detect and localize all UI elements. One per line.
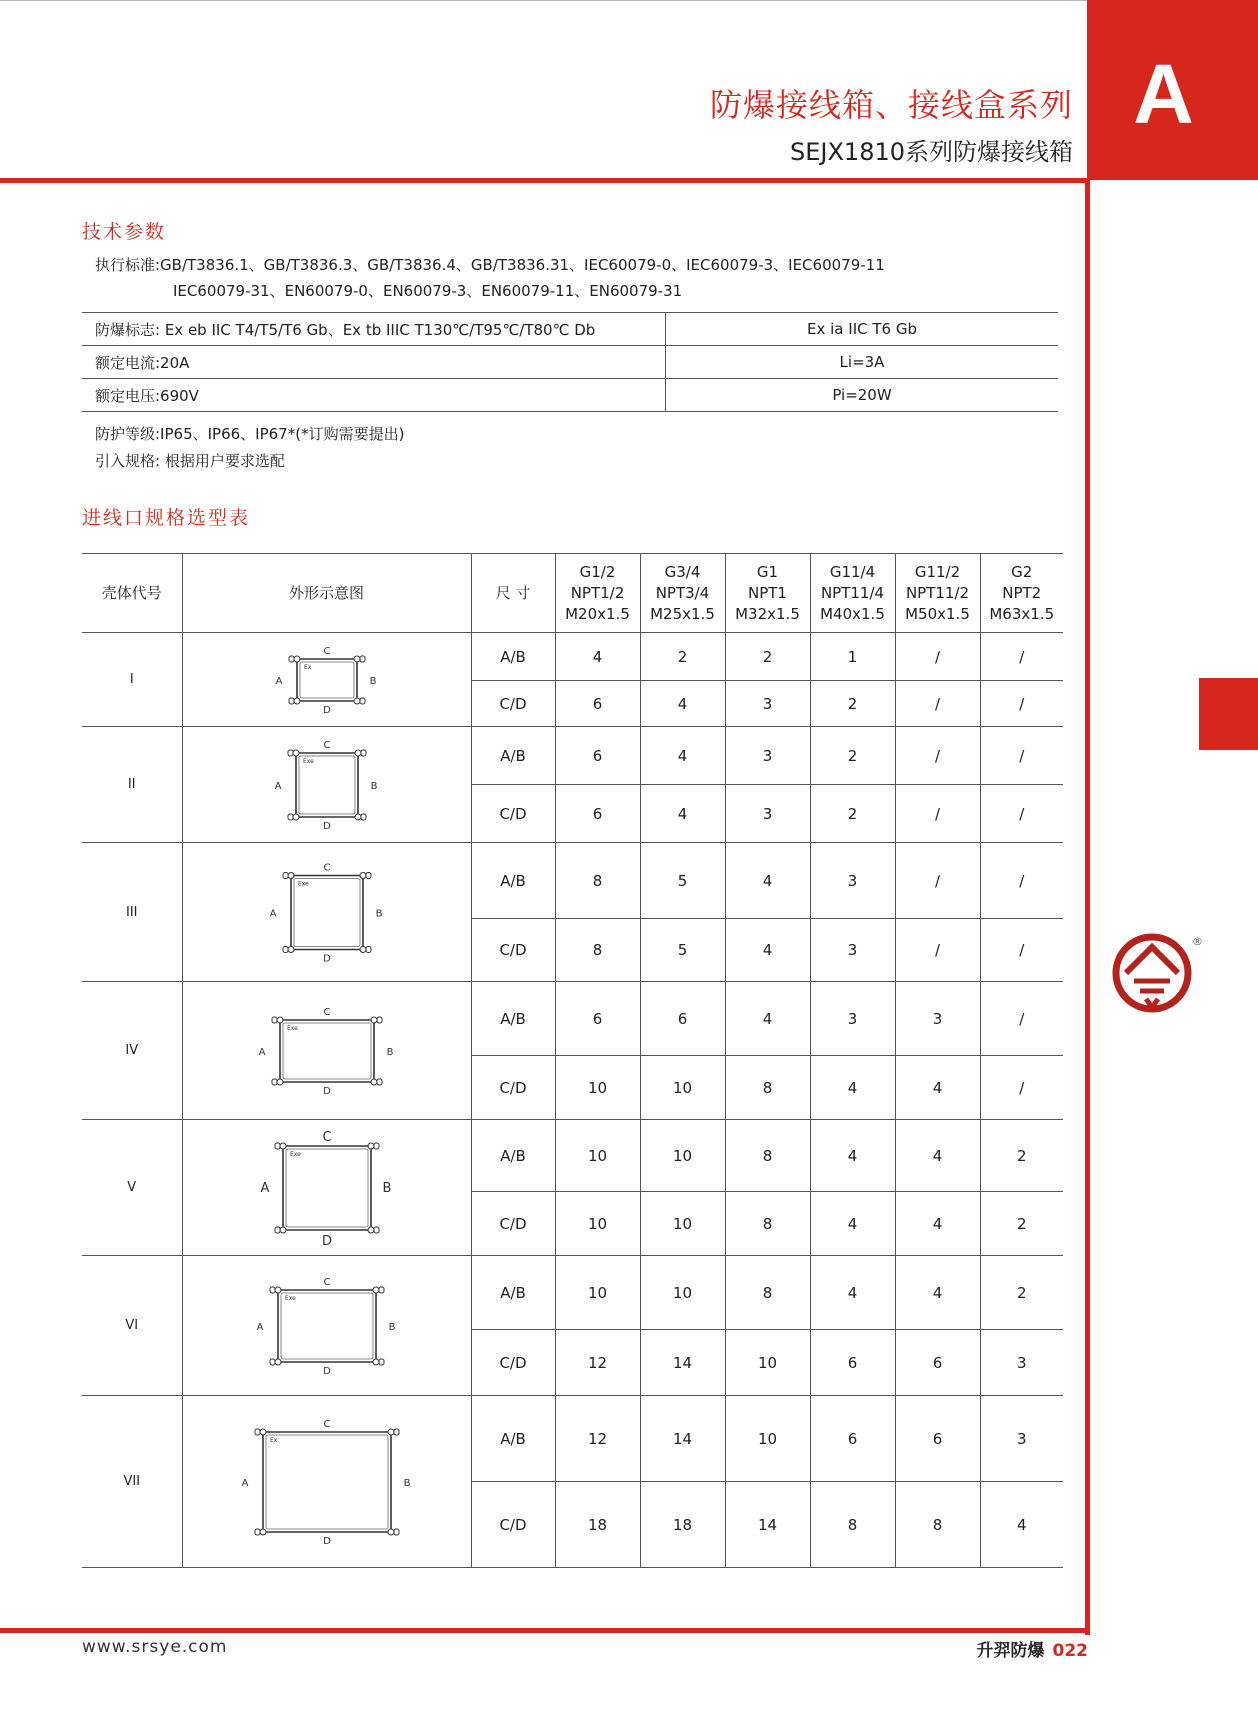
corner-screw bbox=[373, 1287, 379, 1293]
port-count: 10 bbox=[555, 1192, 640, 1256]
port-count: 2 bbox=[980, 1192, 1063, 1256]
header-size: 尺 寸 bbox=[471, 554, 555, 633]
port-count: 6 bbox=[640, 982, 725, 1056]
port-count: 8 bbox=[810, 1482, 895, 1568]
port-count: / bbox=[980, 727, 1063, 785]
size-label: A/B bbox=[471, 982, 555, 1056]
label-c: C bbox=[323, 645, 330, 657]
size-label: A/B bbox=[471, 1120, 555, 1192]
mounting-lug bbox=[366, 946, 371, 952]
port-count: 6 bbox=[810, 1396, 895, 1482]
label-a: A bbox=[258, 1046, 265, 1058]
port-count: 6 bbox=[555, 681, 640, 727]
header-code: 壳体代号 bbox=[82, 554, 182, 633]
spec-row bbox=[82, 379, 1058, 412]
port-count: 8 bbox=[725, 1256, 810, 1330]
port-count: 4 bbox=[895, 1192, 980, 1256]
table-row bbox=[82, 1120, 1063, 1192]
port-count: 18 bbox=[555, 1482, 640, 1568]
port-count: 10 bbox=[640, 1120, 725, 1192]
label-a: A bbox=[256, 1321, 263, 1333]
label-b: B bbox=[370, 780, 377, 792]
header-port-g12: G1/2 NPT1/2 M20x1.5 bbox=[555, 554, 640, 633]
enclosure-lid bbox=[294, 878, 360, 946]
port-count: / bbox=[895, 681, 980, 727]
mounting-lug bbox=[374, 1143, 379, 1149]
port-count: 5 bbox=[640, 843, 725, 919]
port-count: 8 bbox=[555, 919, 640, 982]
label-b: B bbox=[382, 1180, 391, 1196]
corner-screw bbox=[373, 1359, 379, 1365]
outline-diagram bbox=[182, 727, 471, 843]
header-rule bbox=[0, 178, 1090, 183]
port-count: / bbox=[895, 785, 980, 843]
enclosure-lid bbox=[286, 1149, 368, 1227]
enclosure-diagram bbox=[227, 1257, 427, 1395]
table-row bbox=[82, 843, 1063, 919]
size-label: C/D bbox=[471, 681, 555, 727]
corner-screw bbox=[371, 1017, 377, 1023]
enclosure-lid bbox=[281, 1293, 373, 1359]
ex-mark: Ex bbox=[269, 1436, 277, 1444]
port-count: 2 bbox=[810, 727, 895, 785]
mounting-lug bbox=[361, 750, 366, 756]
port-count: / bbox=[980, 633, 1063, 681]
port-count: / bbox=[980, 982, 1063, 1056]
port-count: 6 bbox=[895, 1330, 980, 1396]
mounting-lug bbox=[360, 656, 365, 662]
corner-screw bbox=[275, 1287, 281, 1293]
size-label: A/B bbox=[471, 633, 555, 681]
port-count: 10 bbox=[555, 1056, 640, 1120]
housing-code: I bbox=[82, 633, 182, 727]
mounting-lug bbox=[255, 1429, 260, 1435]
corner-screw bbox=[280, 1227, 286, 1233]
selection-heading: 进线口规格选型表 bbox=[82, 507, 251, 529]
port-count: / bbox=[895, 727, 980, 785]
port-count: / bbox=[980, 919, 1063, 982]
ex-mark: Exe bbox=[297, 880, 309, 887]
header-port-g1: G1 NPT1 M32x1.5 bbox=[725, 554, 810, 633]
port-count: 4 bbox=[555, 633, 640, 681]
company-logo-icon bbox=[1112, 933, 1202, 1023]
port-count: 4 bbox=[640, 681, 725, 727]
port-count: 2 bbox=[810, 681, 895, 727]
header-port-g34: G3/4 NPT3/4 M25x1.5 bbox=[640, 554, 725, 633]
port-count: 4 bbox=[640, 727, 725, 785]
label-b: B bbox=[403, 1477, 410, 1489]
size-label: A/B bbox=[471, 1396, 555, 1482]
port-count: 12 bbox=[555, 1330, 640, 1396]
port-count: 4 bbox=[895, 1256, 980, 1330]
label-d: D bbox=[322, 704, 331, 716]
port-count: 2 bbox=[640, 633, 725, 681]
port-count: 4 bbox=[895, 1056, 980, 1120]
label-d: D bbox=[321, 1233, 332, 1249]
mounting-lug bbox=[288, 814, 293, 820]
corner-screw bbox=[277, 1079, 283, 1085]
outline-diagram bbox=[182, 982, 471, 1120]
table-row bbox=[82, 727, 1063, 785]
label-c: C bbox=[323, 1276, 330, 1288]
port-count: 3 bbox=[725, 727, 810, 785]
spec-row bbox=[82, 346, 1058, 379]
size-label: C/D bbox=[471, 1330, 555, 1396]
housing-code: VI bbox=[82, 1256, 182, 1396]
mounting-lug bbox=[283, 946, 288, 952]
port-count: 10 bbox=[725, 1330, 810, 1396]
label-c: C bbox=[323, 862, 330, 873]
port-count: 10 bbox=[640, 1192, 725, 1256]
table-row bbox=[82, 1396, 1063, 1482]
port-count: 8 bbox=[555, 843, 640, 919]
port-count: 10 bbox=[640, 1056, 725, 1120]
corner-screw bbox=[280, 1143, 286, 1149]
enclosure-diagram bbox=[227, 728, 427, 842]
corner-screw bbox=[360, 946, 366, 952]
size-label: A/B bbox=[471, 843, 555, 919]
mounting-lug bbox=[377, 1079, 382, 1085]
footer-brand bbox=[977, 1636, 1089, 1661]
label-a: A bbox=[275, 675, 282, 687]
corner-screw bbox=[388, 1529, 394, 1535]
page-title: 防爆接线箱、接线盒系列 bbox=[709, 86, 1073, 124]
enclosure-outline bbox=[263, 1432, 391, 1532]
protection-grade: 防护等级:IP65、IP66、IP67*(*订购需要提出) bbox=[95, 425, 405, 443]
port-count: / bbox=[980, 681, 1063, 727]
footer-rule bbox=[0, 1628, 1090, 1633]
size-label: C/D bbox=[471, 1192, 555, 1256]
corner-screw bbox=[368, 1143, 374, 1149]
port-count: 4 bbox=[980, 1482, 1063, 1568]
mounting-lug bbox=[283, 872, 288, 878]
corner-screw bbox=[275, 1359, 281, 1365]
tech-spec-table bbox=[82, 312, 1058, 412]
port-count: 12 bbox=[555, 1396, 640, 1482]
spec-li: Li=3A bbox=[666, 346, 1059, 379]
header-diagram: 外形示意图 bbox=[182, 554, 471, 633]
table-row bbox=[82, 982, 1063, 1056]
selection-table bbox=[82, 553, 1063, 1568]
label-a: A bbox=[241, 1477, 248, 1489]
port-count: 2 bbox=[980, 1120, 1063, 1192]
ex-mark: Exe bbox=[286, 1024, 298, 1032]
outline-diagram bbox=[182, 1256, 471, 1396]
port-count: / bbox=[895, 633, 980, 681]
selection-header-row bbox=[82, 554, 1063, 633]
mounting-lug bbox=[272, 1079, 277, 1085]
side-tab-marker bbox=[1199, 678, 1258, 750]
port-count: 3 bbox=[725, 681, 810, 727]
label-b: B bbox=[386, 1046, 393, 1058]
port-count: / bbox=[980, 843, 1063, 919]
port-count: 6 bbox=[895, 1396, 980, 1482]
size-label: A/B bbox=[471, 1256, 555, 1330]
enclosure-diagram bbox=[227, 634, 427, 726]
corner-screw bbox=[354, 656, 360, 662]
port-count: 4 bbox=[810, 1256, 895, 1330]
port-count: 6 bbox=[555, 785, 640, 843]
size-label: C/D bbox=[471, 919, 555, 982]
footer-brand-name: 升羿防爆 bbox=[976, 1641, 1045, 1661]
port-count: 4 bbox=[725, 843, 810, 919]
mounting-lug bbox=[360, 698, 365, 704]
port-count: 4 bbox=[810, 1192, 895, 1256]
port-count: 3 bbox=[980, 1396, 1063, 1482]
mounting-lug bbox=[255, 1529, 260, 1535]
size-label: C/D bbox=[471, 785, 555, 843]
mounting-lug bbox=[275, 1143, 280, 1149]
port-count: 3 bbox=[810, 843, 895, 919]
enclosure-diagram bbox=[227, 1397, 427, 1567]
port-count: / bbox=[895, 843, 980, 919]
enclosure-lid bbox=[266, 1435, 388, 1529]
mounting-lug bbox=[361, 814, 366, 820]
registered-mark: ® bbox=[1192, 935, 1202, 948]
spec-row bbox=[82, 313, 1058, 346]
port-count: 6 bbox=[810, 1330, 895, 1396]
corner-screw bbox=[354, 698, 360, 704]
enclosure-diagram bbox=[227, 1121, 427, 1255]
mounting-lug bbox=[394, 1429, 399, 1435]
size-label: C/D bbox=[471, 1482, 555, 1568]
ex-mark: Exe bbox=[284, 1294, 296, 1302]
port-count: 3 bbox=[810, 919, 895, 982]
mounting-lug bbox=[377, 1017, 382, 1023]
port-count: 8 bbox=[725, 1120, 810, 1192]
table-row bbox=[82, 633, 1063, 681]
corner-screw bbox=[288, 872, 294, 878]
label-c: C bbox=[323, 1418, 330, 1430]
port-count: 3 bbox=[980, 1330, 1063, 1396]
housing-code: VII bbox=[82, 1396, 182, 1568]
port-count: 4 bbox=[895, 1120, 980, 1192]
port-count: 4 bbox=[810, 1056, 895, 1120]
port-count: / bbox=[895, 919, 980, 982]
label-b: B bbox=[388, 1321, 395, 1333]
spec-current: 额定电流:20A bbox=[82, 346, 666, 379]
port-count: 4 bbox=[725, 982, 810, 1056]
port-count: 10 bbox=[725, 1396, 810, 1482]
label-a: A bbox=[274, 780, 281, 792]
corner-screw bbox=[355, 814, 361, 820]
housing-code: V bbox=[82, 1120, 182, 1256]
port-count: 2 bbox=[810, 785, 895, 843]
standards-line-2: IEC60079-31、EN60079-0、EN60079-3、EN60079-11、EN60079-31 bbox=[173, 282, 683, 300]
label-b: B bbox=[369, 675, 376, 687]
port-count: / bbox=[980, 1056, 1063, 1120]
port-count: 3 bbox=[810, 982, 895, 1056]
enclosure-diagram bbox=[227, 983, 427, 1119]
outline-diagram bbox=[182, 633, 471, 727]
corner-screw bbox=[294, 656, 300, 662]
outline-diagram bbox=[182, 1396, 471, 1568]
footer-url: www.srsye.com bbox=[82, 1637, 228, 1657]
ex-mark: Ex bbox=[303, 663, 311, 671]
corner-screw bbox=[277, 1017, 283, 1023]
port-count: 10 bbox=[555, 1256, 640, 1330]
right-rule bbox=[1085, 180, 1090, 1635]
corner-screw bbox=[293, 814, 299, 820]
port-count: 10 bbox=[555, 1120, 640, 1192]
spec-voltage: 额定电压:690V bbox=[82, 379, 666, 412]
label-d: D bbox=[322, 1535, 331, 1547]
corner-screw bbox=[294, 698, 300, 704]
port-count: 5 bbox=[640, 919, 725, 982]
outline-diagram bbox=[182, 843, 471, 982]
port-count: 8 bbox=[895, 1482, 980, 1568]
spec-marking: 防爆标志: Ex eb IIC T4/T5/T6 Gb、Ex tb IIIC T130℃/T95℃/T80℃ Db bbox=[82, 313, 666, 346]
page-top-border bbox=[0, 0, 1258, 1]
header-port-g114: G11/4 NPT11/4 M40x1.5 bbox=[810, 554, 895, 633]
size-label: C/D bbox=[471, 1056, 555, 1120]
label-a: A bbox=[260, 1180, 269, 1196]
port-count: 8 bbox=[725, 1192, 810, 1256]
mounting-lug bbox=[289, 698, 294, 704]
page-subtitle: SEJX1810系列防爆接线箱 bbox=[790, 138, 1073, 166]
corner-screw bbox=[288, 946, 294, 952]
company-logo bbox=[1112, 933, 1202, 1027]
corner-screw bbox=[360, 872, 366, 878]
page-number: 022 bbox=[1052, 1641, 1088, 1661]
port-count: 14 bbox=[640, 1396, 725, 1482]
mounting-lug bbox=[270, 1359, 275, 1365]
housing-code: IV bbox=[82, 982, 182, 1120]
corner-screw bbox=[388, 1429, 394, 1435]
mounting-lug bbox=[270, 1287, 275, 1293]
mounting-lug bbox=[272, 1017, 277, 1023]
port-count: 14 bbox=[725, 1482, 810, 1568]
corner-screw bbox=[355, 750, 361, 756]
entry-spec: 引入规格: 根据用户要求选配 bbox=[95, 452, 285, 470]
mounting-lug bbox=[379, 1359, 384, 1365]
label-d: D bbox=[322, 1085, 331, 1097]
tech-heading: 技术参数 bbox=[82, 221, 167, 243]
label-c: C bbox=[321, 1129, 332, 1145]
port-count: 2 bbox=[980, 1256, 1063, 1330]
ex-mark: Exe bbox=[289, 1150, 301, 1158]
port-count: 1 bbox=[810, 633, 895, 681]
enclosure-diagram bbox=[227, 844, 427, 981]
mounting-lug bbox=[289, 656, 294, 662]
header-port-g112: G11/2 NPT11/2 M50x1.5 bbox=[895, 554, 980, 633]
label-c: C bbox=[323, 739, 330, 751]
selection-body bbox=[82, 633, 1063, 1568]
label-d: D bbox=[322, 1365, 331, 1377]
port-count: 4 bbox=[640, 785, 725, 843]
port-count: 4 bbox=[810, 1120, 895, 1192]
port-count: 3 bbox=[895, 982, 980, 1056]
mounting-lug bbox=[374, 1227, 379, 1233]
label-d: D bbox=[322, 820, 331, 832]
standards-line-1: 执行标准:GB/T3836.1、GB/T3836.3、GB/T3836.4、GB/T3836.31、IEC60079-0、IEC60079-3、IEC60079-11 bbox=[95, 256, 885, 274]
mounting-lug bbox=[288, 750, 293, 756]
mounting-lug bbox=[366, 872, 371, 878]
label-c: C bbox=[323, 1006, 330, 1018]
mounting-lug bbox=[275, 1227, 280, 1233]
port-count: 4 bbox=[725, 919, 810, 982]
label-b: B bbox=[375, 908, 382, 919]
corner-screw bbox=[371, 1079, 377, 1085]
port-count: 6 bbox=[555, 982, 640, 1056]
port-count: 3 bbox=[725, 785, 810, 843]
ex-mark: Exe bbox=[302, 757, 314, 765]
port-count: 2 bbox=[725, 633, 810, 681]
corner-screw bbox=[260, 1529, 266, 1535]
table-row bbox=[82, 1256, 1063, 1330]
section-letter: A bbox=[1133, 47, 1194, 141]
port-count: 6 bbox=[555, 727, 640, 785]
port-count: 18 bbox=[640, 1482, 725, 1568]
housing-code: II bbox=[82, 727, 182, 843]
size-label: A/B bbox=[471, 727, 555, 785]
port-count: 14 bbox=[640, 1330, 725, 1396]
mounting-lug bbox=[394, 1529, 399, 1535]
label-a: A bbox=[269, 908, 276, 919]
port-count: / bbox=[980, 785, 1063, 843]
corner-screw bbox=[368, 1227, 374, 1233]
outline-diagram bbox=[182, 1120, 471, 1256]
housing-code: III bbox=[82, 843, 182, 982]
corner-screw bbox=[293, 750, 299, 756]
label-d: D bbox=[322, 953, 331, 964]
header-port-g2: G2 NPT2 M63x1.5 bbox=[980, 554, 1063, 633]
port-count: 10 bbox=[640, 1256, 725, 1330]
port-count: 8 bbox=[725, 1056, 810, 1120]
spec-pi: Pi=20W bbox=[666, 379, 1059, 412]
mounting-lug bbox=[379, 1287, 384, 1293]
enclosure-outline bbox=[283, 1146, 371, 1230]
corner-screw bbox=[260, 1429, 266, 1435]
spec-marking-ia: Ex ia IIC T6 Gb bbox=[666, 313, 1059, 346]
